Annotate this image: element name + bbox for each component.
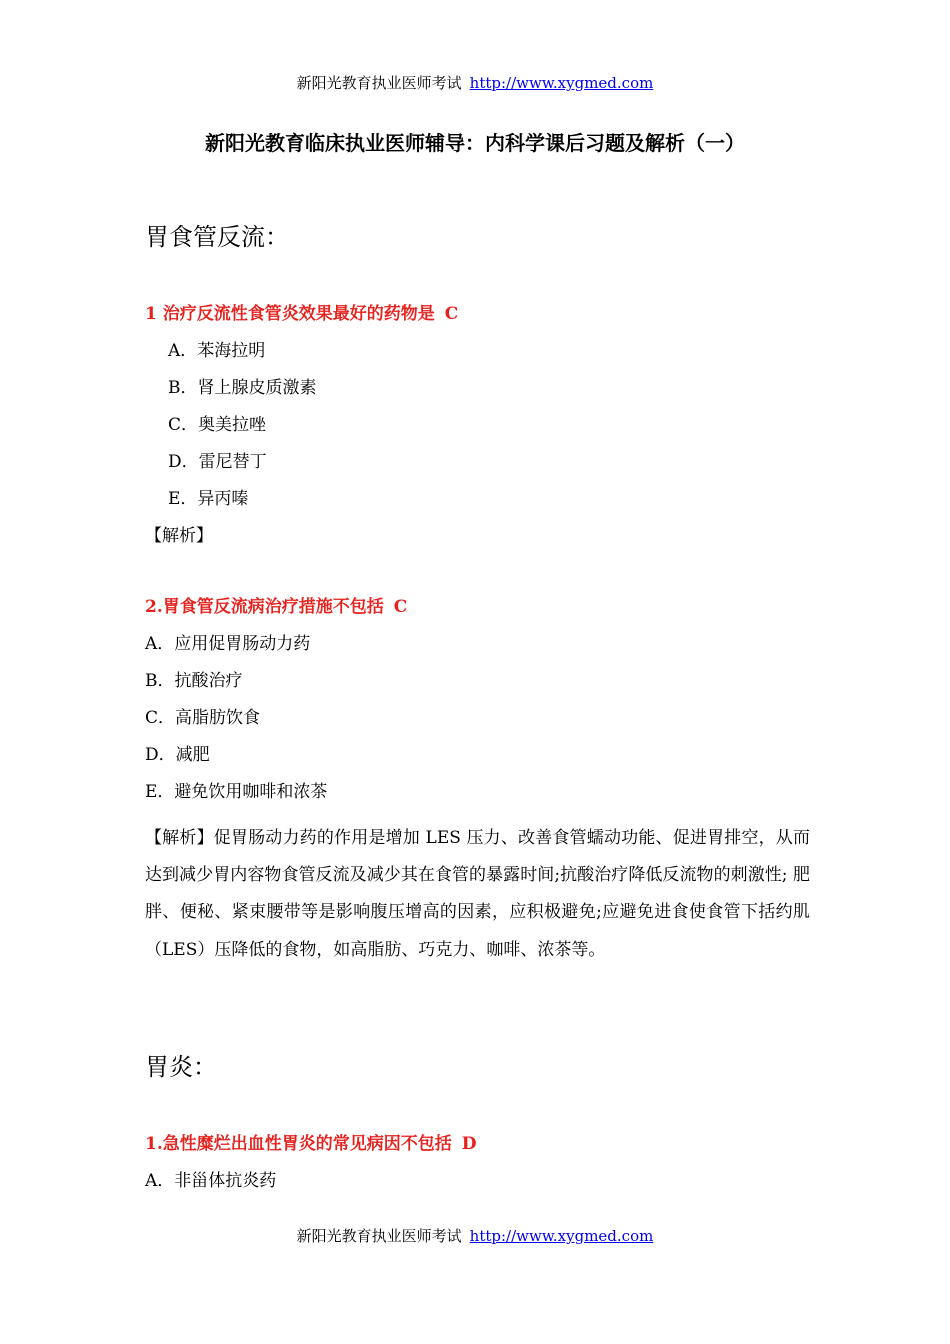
- question-text: 1.急性糜烂出血性胃炎的常见病因不包括: [145, 1134, 452, 1154]
- option-e: E．避免饮用咖啡和浓茶: [145, 782, 328, 802]
- document-title: 新阳光教育临床执业医师辅导：内科学课后习题及解析（一）: [205, 131, 745, 155]
- question-answer: D: [461, 1134, 477, 1154]
- page-header: [0, 72, 950, 93]
- option-a: A．应用促胃肠动力药: [145, 634, 311, 654]
- question-title: [145, 592, 407, 617]
- option-a: A．苯海拉明: [168, 341, 266, 361]
- option-b: B．肾上腺皮质激素: [168, 378, 317, 398]
- option-e: E．异丙嗪: [168, 489, 249, 509]
- question-answer: C: [444, 304, 459, 324]
- footer-text: 新阳光教育执业医师考试: [296, 1227, 462, 1245]
- page-footer: [0, 1225, 950, 1246]
- question-answer: C: [393, 597, 408, 617]
- header-text: 新阳光教育执业医师考试: [296, 74, 462, 92]
- option-d: D．减肥: [145, 745, 210, 765]
- analysis-label: 【解析】: [145, 526, 213, 546]
- option-c: C．高脂肪饮食: [145, 708, 261, 728]
- analysis-paragraph: 【解析】促胃肠动力药的作用是增加 LES 压力、改善食管蠕动功能、促进胃排空，从而达到减少胃内容物食管反流及减少其在食管的暴露时间;抗酸治疗降低反流物的刺激性; 肥胖、便秘、紧束腰带等是影响腹压增高的因素，应积极避免;应避免进食使食管下括约肌（LES）压降低的食物，如高脂肪、巧克力、咖啡、浓茶等。: [145, 828, 810, 960]
- option-d: D．雷尼替丁: [168, 452, 267, 472]
- question-title: [145, 299, 458, 324]
- footer-link[interactable]: http://www.xygmed.com: [469, 1227, 654, 1245]
- question-text: 1 治疗反流性食管炎效果最好的药物是: [145, 304, 435, 324]
- question-title: [145, 1129, 477, 1154]
- option-b: B．抗酸治疗: [145, 671, 243, 691]
- option-c: C．奥美拉唑: [168, 415, 267, 435]
- option-a: A．非甾体抗炎药: [145, 1171, 277, 1191]
- section-heading: 胃炎：: [145, 1053, 217, 1081]
- section-heading: 胃食管反流：: [145, 223, 289, 251]
- question-text: 2.胃食管反流病治疗措施不包括: [145, 597, 384, 617]
- header-link[interactable]: http://www.xygmed.com: [469, 74, 654, 92]
